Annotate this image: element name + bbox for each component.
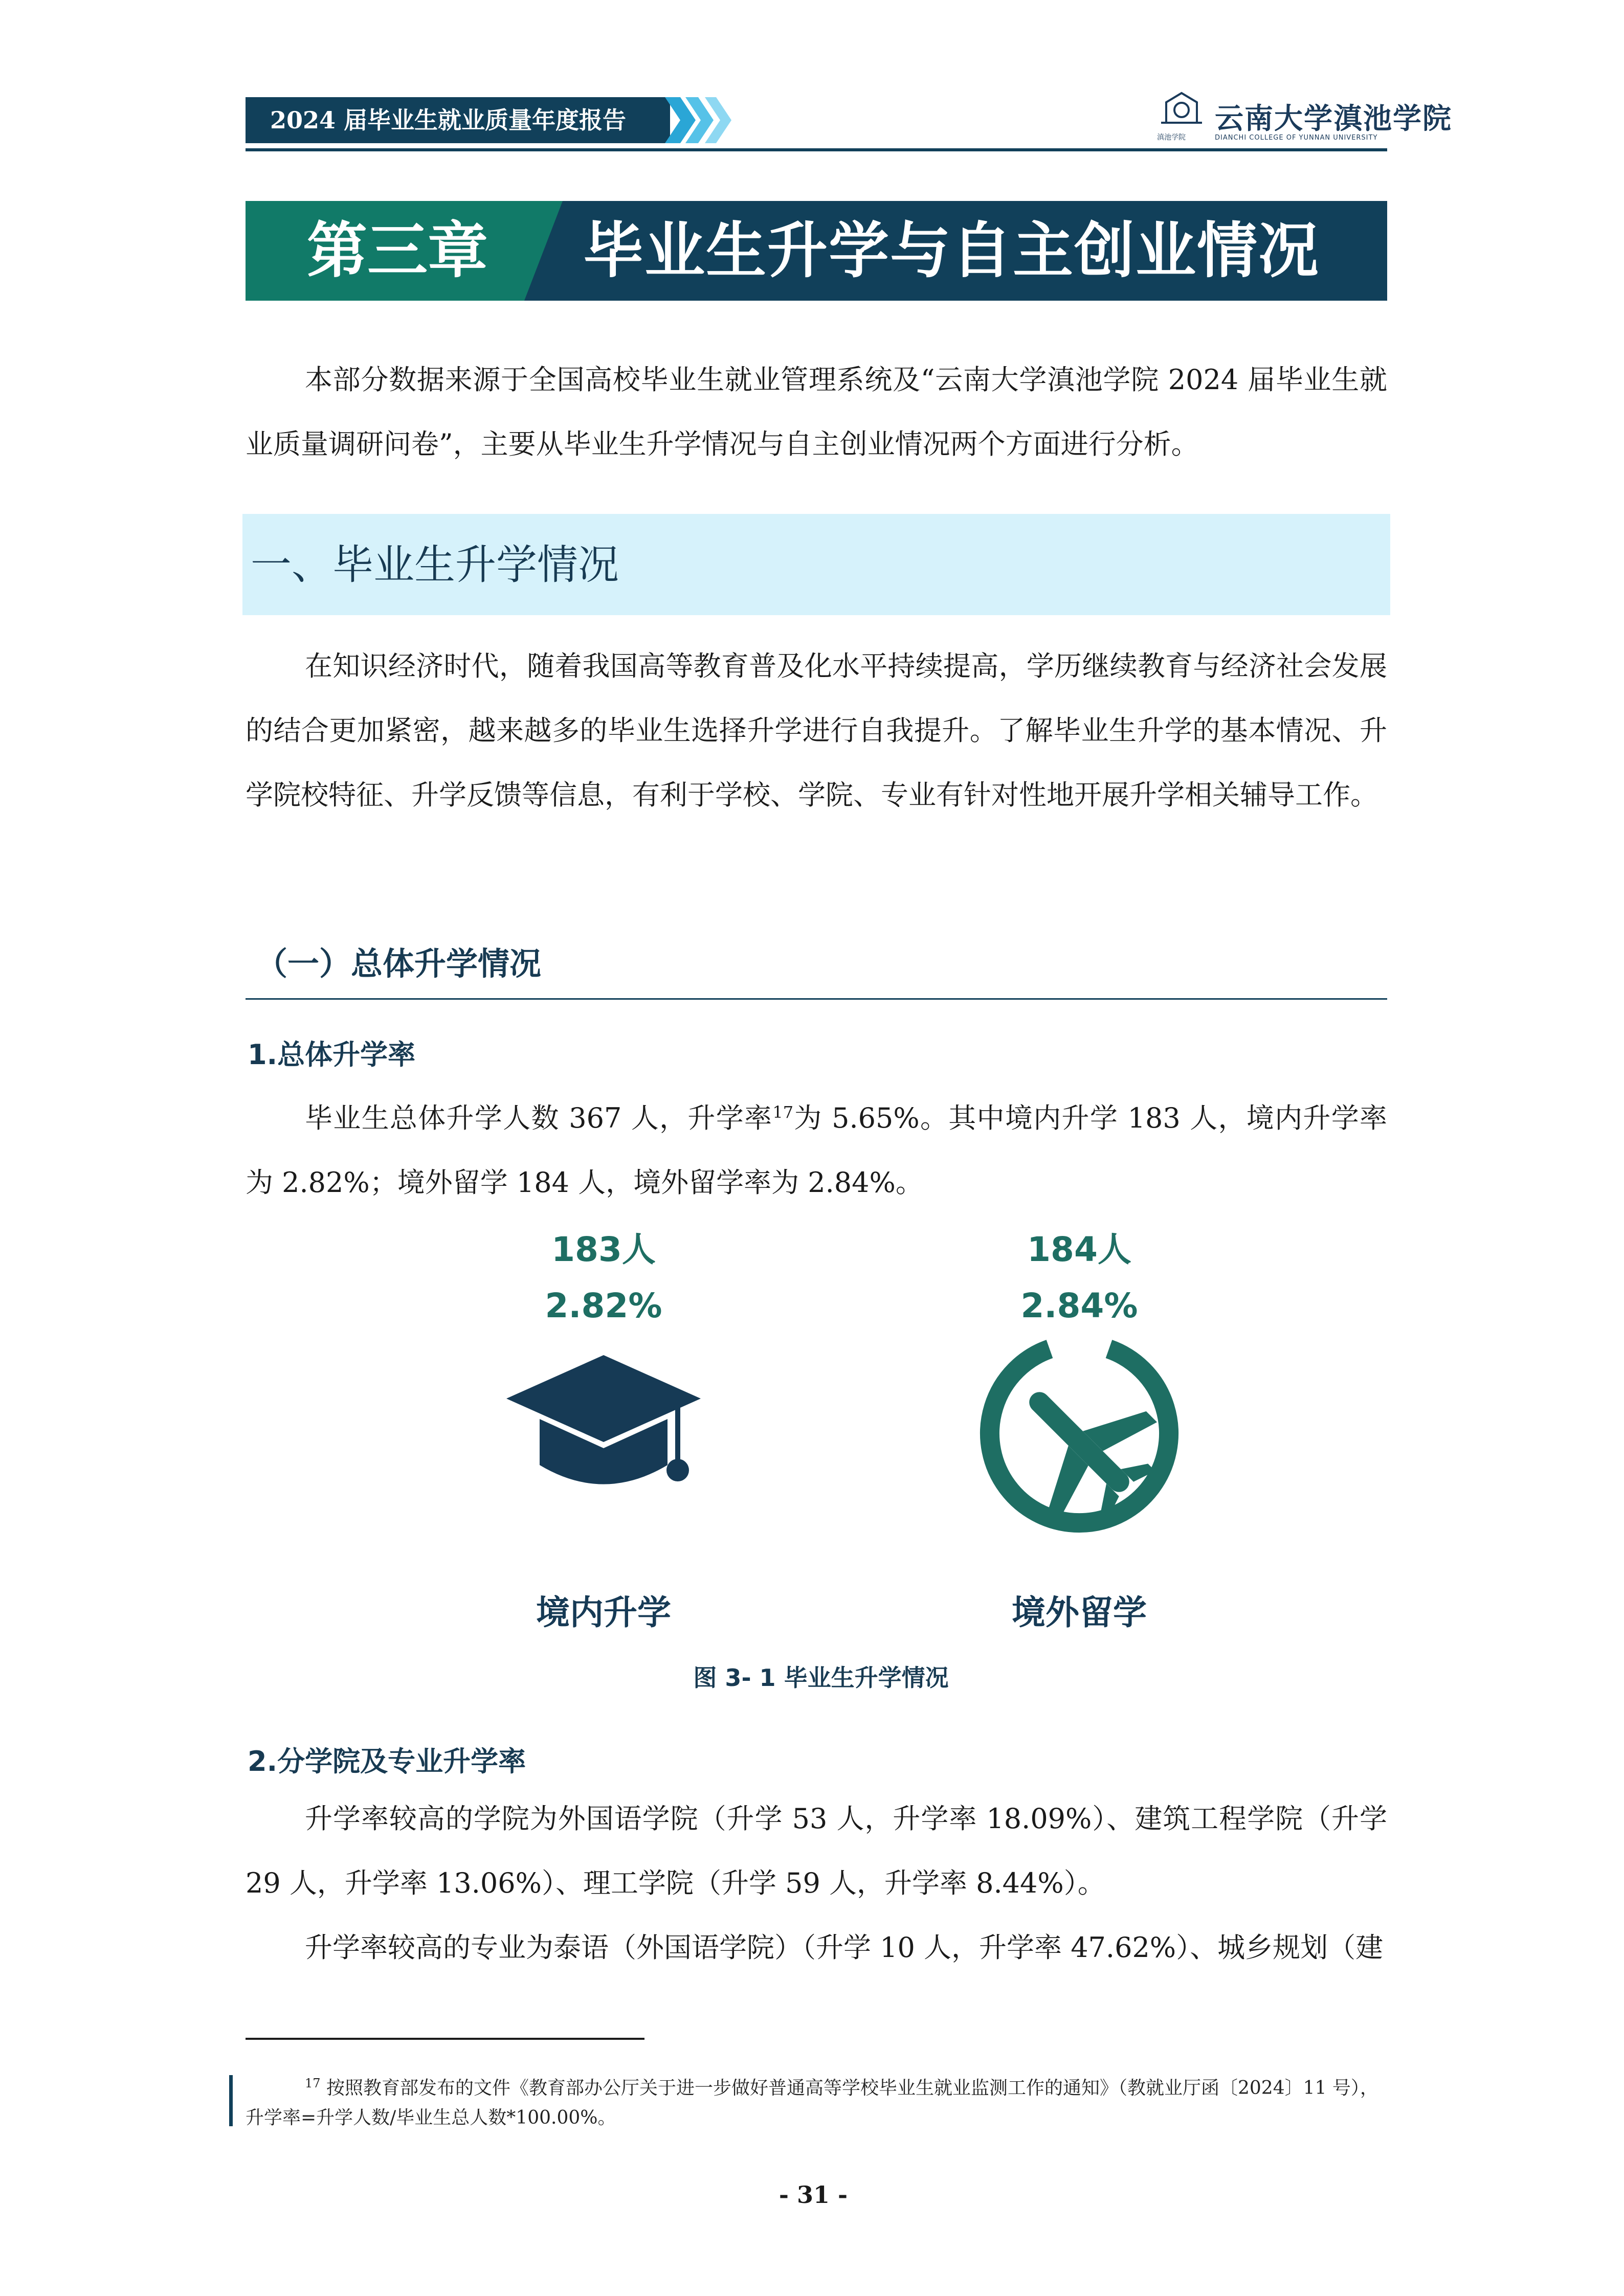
logo-mark-label: 滇池学院	[1157, 133, 1186, 142]
report-title: 2024 届毕业生就业质量年度报告	[270, 106, 627, 134]
footnote-bar	[229, 2075, 233, 2126]
footnote-mark: 17	[772, 1102, 794, 1122]
overall-rate-paragraph	[246, 1080, 1387, 1215]
page-number: - 31 -	[778, 2181, 848, 2209]
major-rate-paragraph: 升学率较高的专业为泰语（外国语学院）（升学 10 人，升学率 47.62%）、城乡规划（建	[305, 1931, 1384, 1964]
abroad-count: 184人	[1027, 1230, 1131, 1269]
footnote	[246, 2068, 1387, 2133]
college-rate-paragraph: 升学率较高的学院为外国语学院（升学 53 人，升学率 18.09%）、建筑工程学院（升学 29 人，升学率 13.06%）、理工学院（升学 59 人，升学率 8.44%）。	[246, 1803, 1387, 1899]
abroad-label: 境外留学	[1012, 1593, 1147, 1632]
school-name-cn: 云南大学滇池学院	[1215, 102, 1452, 136]
airplane-icon	[977, 1335, 1182, 1539]
intro-paragraph: 本部分数据来源于全国高校毕业生就业管理系统及“云南大学滇池学院 2024 届毕业生就业质量调研问卷”，主要从毕业生升学情况与自主创业情况两个方面进行分析。	[246, 364, 1387, 460]
school-name-en: DIANCHI COLLEGE OF YUNNAN UNIVERSITY	[1215, 134, 1378, 142]
section-paragraph: 在知识经济时代，随着我国高等教育普及化水平持续提高，学历继续教育与经济社会发展的结合更加紧密，越来越多的毕业生选择升学进行自我提升。了解毕业生升学的基本情况、升学院校特征、升学反馈等信息，有利于学校、学院、专业有针对性地开展升学相关辅导工作。	[246, 650, 1387, 811]
domestic-count: 183人	[551, 1230, 656, 1269]
footnote-number: 17	[305, 2076, 321, 2090]
domestic-label: 境内升学	[536, 1593, 671, 1632]
item-title-overall-rate: 1.总体升学率	[248, 1039, 416, 1071]
chapter-number: 第三章	[307, 215, 488, 286]
overall-rate-text-a: 毕业生总体升学人数 367 人，升学率	[305, 1102, 773, 1134]
item-title-college-rate: 2.分学院及专业升学率	[248, 1745, 526, 1777]
footnote-rule	[246, 2038, 644, 2040]
report-title-band	[246, 97, 670, 143]
subsection-rule	[246, 998, 1387, 1000]
subsection-title: （一）总体升学情况	[256, 945, 542, 982]
header-rule	[246, 148, 1387, 151]
section-title: 一、毕业生升学情况	[251, 541, 619, 589]
abroad-rate: 2.84%	[1020, 1286, 1138, 1325]
graduation-cap-icon	[501, 1350, 706, 1503]
domestic-rate: 2.82%	[545, 1286, 662, 1325]
overall-rate-text-b: 为 5.65%。其中境内升学 183 人，境内升学率为 2.82%；境外留学 184 人，境外留学率为 2.84%。	[246, 1102, 1387, 1199]
chevron-arrows-icon	[665, 97, 737, 143]
footnote-text: 按照教育部发布的文件《教育部办公厅关于进一步做好普通高等学校毕业生就业监测工作的通知》（教就业厅函〔2024〕11 号），升学率=升学人数/毕业生总人数*100.00%。	[246, 2078, 1378, 2128]
figure-caption: 图 3- 1 毕业生升学情况	[693, 1664, 949, 1692]
chapter-title: 毕业生升学与自主创业情况	[583, 215, 1320, 286]
